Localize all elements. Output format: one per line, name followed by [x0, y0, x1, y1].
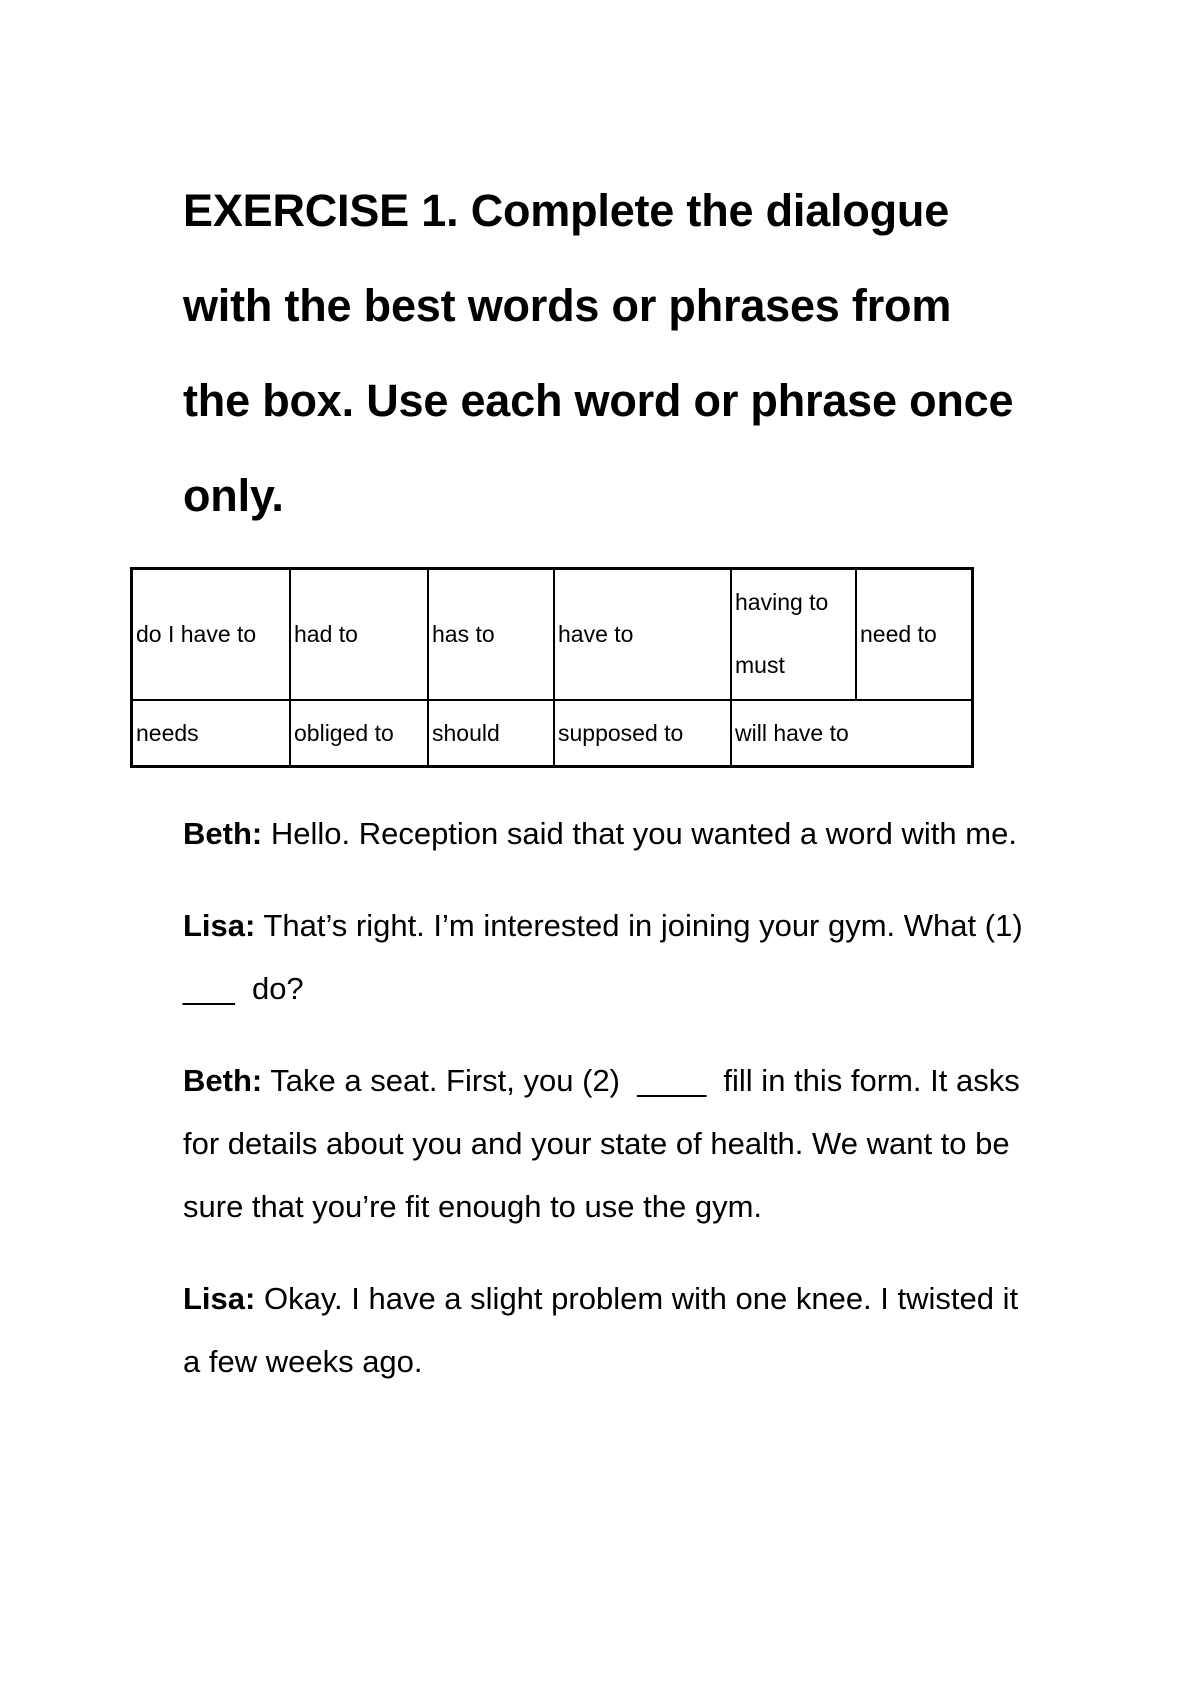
- exercise-title: EXERCISE 1. Complete the dialogue with the best words or phrases from the box. Use each word or phrase once only.: [183, 185, 1014, 521]
- speaker-name: Lisa:: [183, 908, 256, 943]
- box-word: need to: [860, 621, 937, 647]
- speaker-name: Beth:: [183, 816, 263, 851]
- dialogue-text: Take a seat. First, you (2) ____ fill in this form. It asks for details about you and your state of health. We want to be sure that you’re fit enough to use the gym.: [183, 1063, 1029, 1224]
- dialogue-line: [183, 1049, 1043, 1238]
- dialogue-text: That’s right. I’m interested in joining your gym. What (1) ___ do?: [183, 908, 1040, 1006]
- box-word: supposed to: [558, 719, 684, 746]
- box-word: had to: [294, 621, 358, 647]
- box-word: do I have to: [136, 621, 257, 647]
- box-word: having to: [735, 588, 829, 615]
- box-word: needs: [136, 719, 199, 746]
- dialogue-line: [183, 894, 1043, 1020]
- dialogue-text: Okay. I have a slight problem with one knee. I twisted it a few weeks ago.: [183, 1281, 1019, 1379]
- speaker-name: Beth:: [183, 1063, 263, 1098]
- box-word: has to: [432, 621, 495, 647]
- word-box: [130, 567, 974, 768]
- box-word: will have to: [735, 719, 849, 746]
- dialogue: [183, 802, 1043, 1422]
- box-word: must: [735, 651, 785, 678]
- box-word: have to: [558, 621, 634, 647]
- box-word: obliged to: [294, 719, 394, 746]
- dialogue-line: [183, 1267, 1043, 1393]
- dialogue-line: [183, 802, 1043, 865]
- dialogue-text: Hello. Reception said that you wanted a word with me.: [262, 816, 1017, 851]
- box-word: should: [432, 719, 500, 746]
- speaker-name: Lisa:: [183, 1281, 256, 1316]
